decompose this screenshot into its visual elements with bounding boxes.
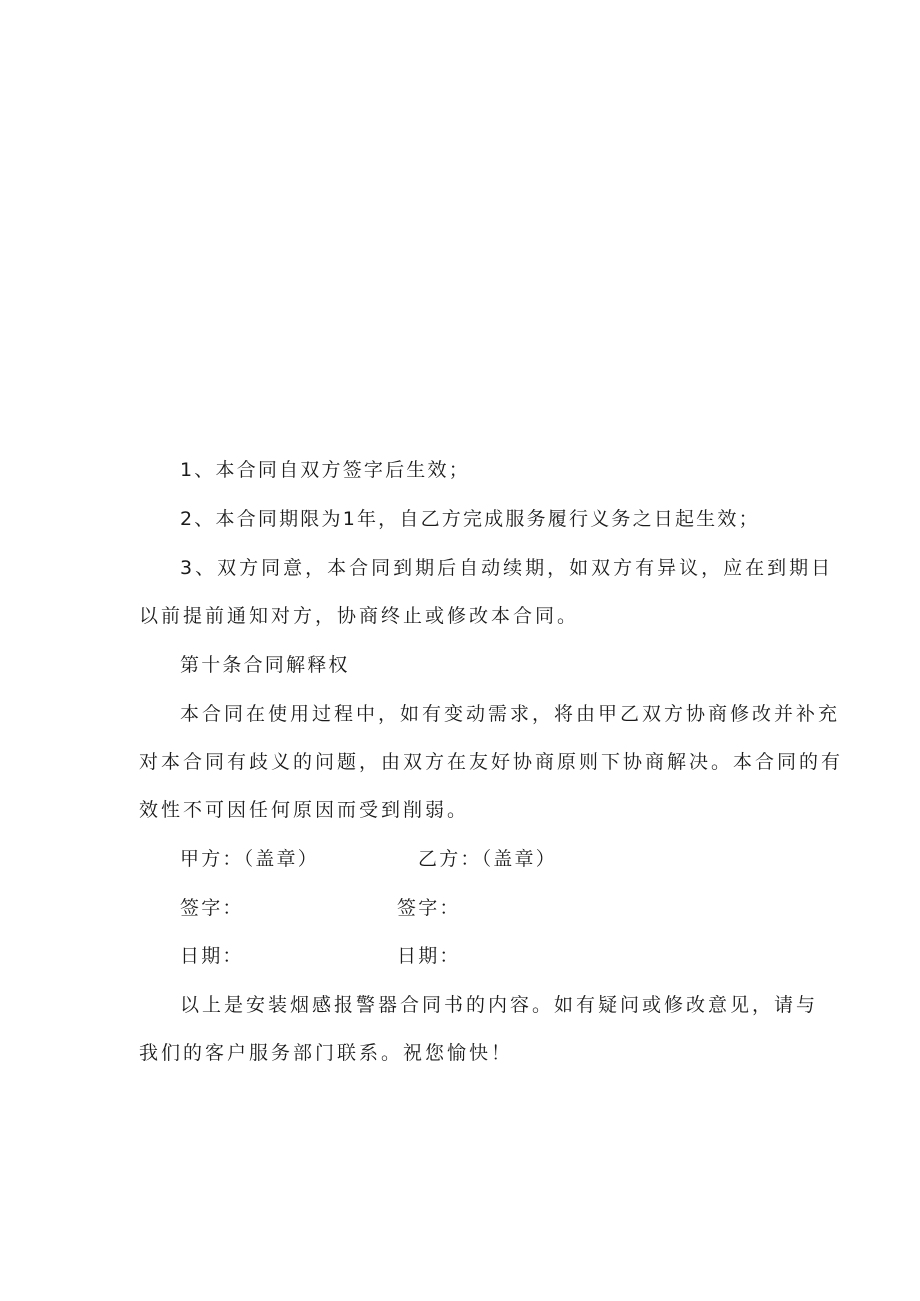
- party-b-signature: 签字：: [397, 897, 461, 919]
- clause-3-line-1: 3、双方同意，本合同到期后自动续期，如双方有异议，应在到期日: [180, 557, 834, 579]
- article-body-line-1: 本合同在使用过程中，如有变动需求，将由甲乙双方协商修改并补充: [180, 703, 841, 725]
- clause-1: 1、本合同自双方签字后生效；: [180, 459, 470, 481]
- party-a-date: 日期：: [180, 945, 244, 967]
- clause-3-line-2: 以前提前通知对方，协商终止或修改本合同。: [139, 605, 580, 627]
- party-a-signature: 签字：: [180, 897, 244, 919]
- closing-line-1: 以上是安装烟感报警器合同书的内容。如有疑问或修改意见，请与: [180, 994, 819, 1016]
- party-b-date: 日期：: [397, 945, 461, 967]
- article-body-line-3: 效性不可因任何原因而受到削弱。: [139, 799, 470, 821]
- party-a-seal: 甲方：（盖章）: [180, 848, 319, 870]
- clause-2: 2、本合同期限为1年，自乙方完成服务履行义务之日起生效；: [180, 508, 760, 530]
- closing-line-2: 我们的客户服务部门联系。祝您愉快！: [139, 1042, 514, 1064]
- party-b-seal: 乙方：（盖章）: [418, 848, 557, 870]
- article-title: 第十条合同解释权: [180, 654, 350, 676]
- article-body-line-2: 对本合同有歧义的问题，由双方在友好协商原则下协商解决。本合同的有: [139, 751, 844, 773]
